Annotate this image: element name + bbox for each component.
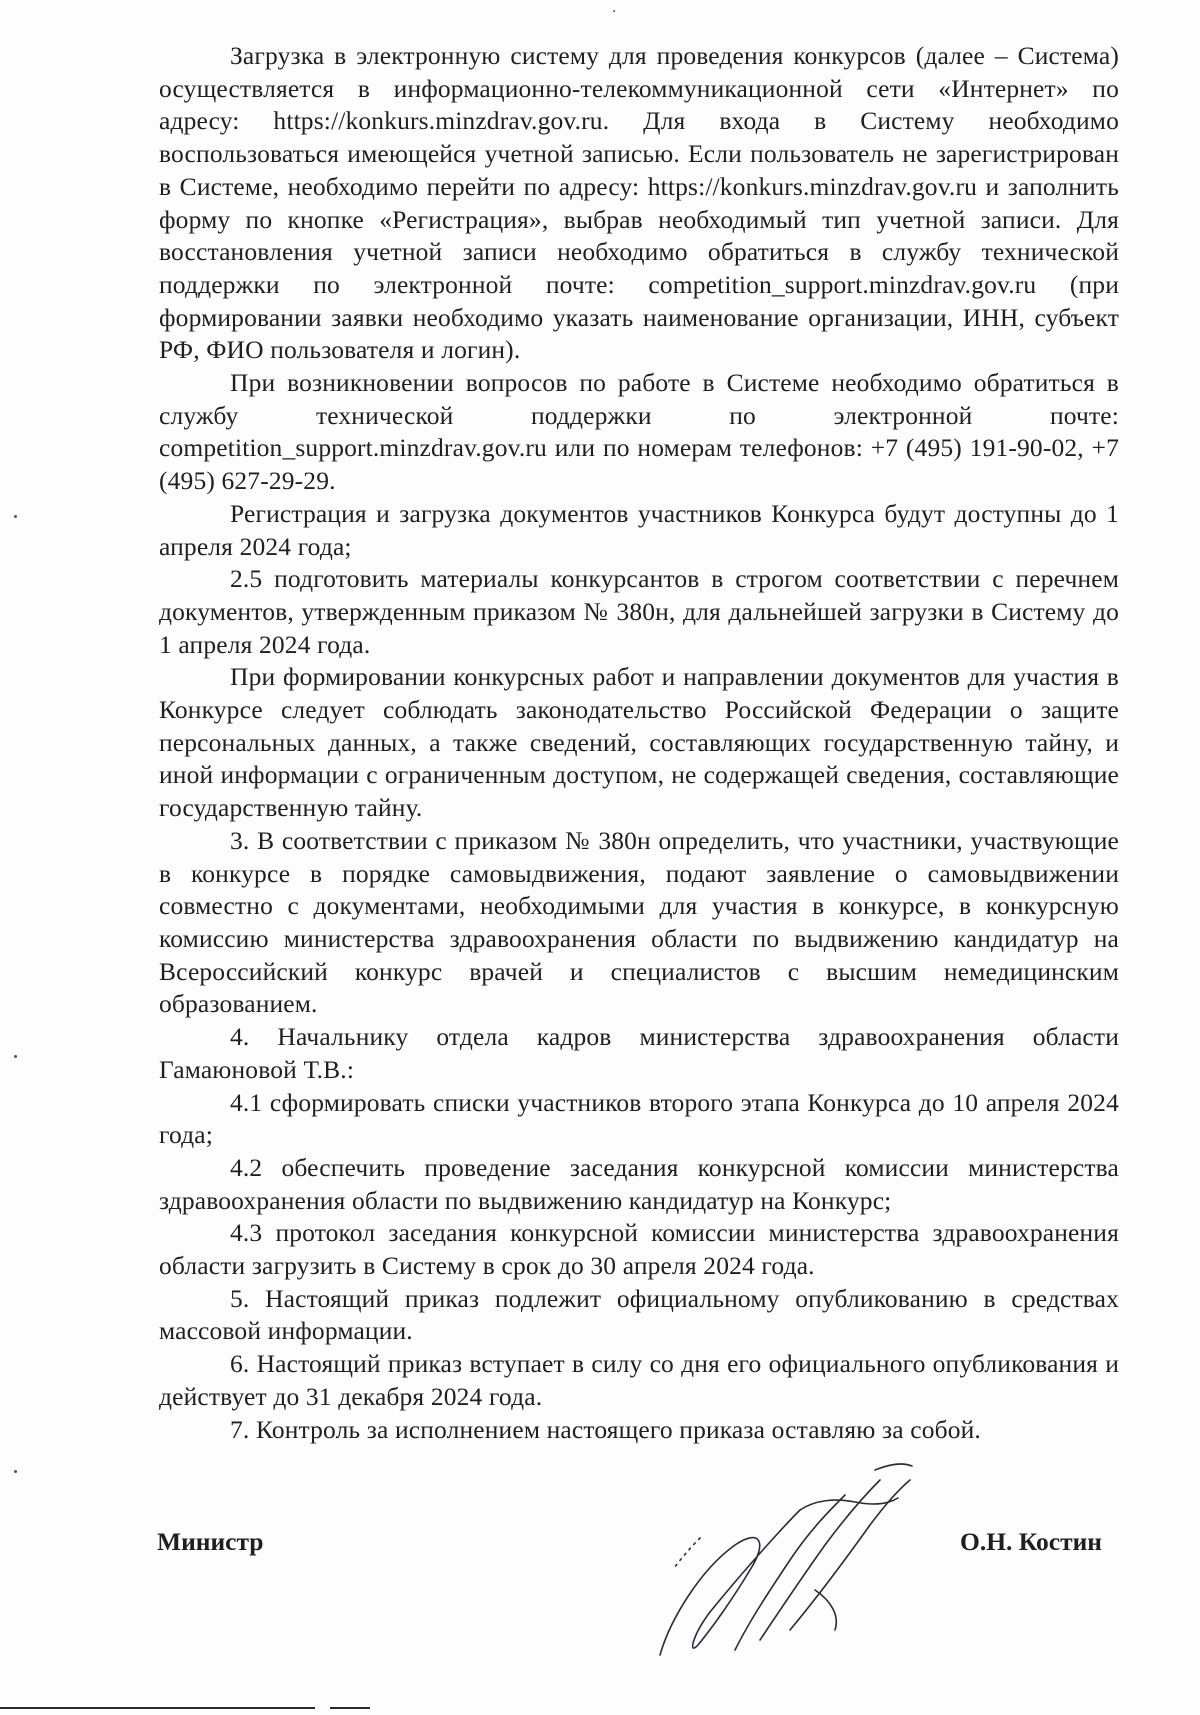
- paragraph-item-4-1: 4.1 сформировать списки участников второго этапа Конкурса до 10 апреля 2024 года;: [159, 1087, 1119, 1150]
- document-body: [159, 40, 1119, 1446]
- paragraph-item-4: 4. Начальнику отдела кадров министерства здравоохранения области Гамаюновой Т.В.:: [159, 1022, 1119, 1084]
- scan-mark: ·: [612, 4, 617, 20]
- paragraph-data-protection: При формировании конкурсных работ и направлении документов для участия в Конкурсе следует соблюдать законодательство Российской Федерации о защите персональных данных, а также сведений, составляющих государственную тайну, и иной информации с ограниченным доступом, не содержащей сведения, составляющие государственную тайну.: [159, 662, 1119, 823]
- scan-artifact: [14, 1470, 17, 1473]
- paragraph-item-5: 5. Настоящий приказ подлежит официальному опубликованию в средствах массовой информации.: [159, 1283, 1119, 1346]
- paragraph-item-3: 3. В соответствии с приказом № 380н определить, что участники, участвующие в конкурсе в порядке самовыдвижения, подают заявление о самовыдвижении совместно с документами, необходимыми для участия в конкурсе, в конкурсную комиссию министерства здравоохранения области по выдвижению кандидатур на Всероссийский конкурс врачей и специалистов с высшим немедицинским образованием.: [159, 825, 1119, 1019]
- paragraph-system-upload: Загрузка в электронную систему для проведения конкурсов (далее – Система) осуществляется в информационно-телекоммуникационной сети «Интернет» по адресу: https://konkurs.minzdrav.gov.ru. Для входа в Систему необходимо воспользоваться имеющейся учетной записью. Если пользователь не зарегистрирован в Системе, необходимо перейти по адресу: https://konkurs.minzdrav.gov.ru и заполнить форму по кнопке «Регистрация», выбрав необходимый тип учетной записи. Для восстановления учетной записи необходимо обратиться в службу технической поддержки по электронной почте: competition_support.minzdrav.gov.ru (при формировании заявки необходимо указать наименование организации, ИНН, субъект РФ, ФИО пользователя и логин).: [159, 41, 1119, 365]
- paragraph-support-contacts: При возникновении вопросов по работе в Системе необходимо обратиться в службу технической поддержки по электронной почте: competition_support.minzdrav.gov.ru или по номерам телефонов: +7 (495) 191-90-02, +7 (495) 627-29-29.: [159, 368, 1119, 496]
- signer-position: Министр: [157, 1527, 264, 1556]
- bottom-edge-line: [0, 1707, 315, 1709]
- paragraph-item-6: 6. Настоящий приказ вступает в силу со дня его официального опубликования и действует до 31 декабря 2024 года.: [159, 1349, 1119, 1411]
- paragraph-item-7: 7. Контроль за исполнением настоящего приказа оставляю за собой.: [230, 1414, 981, 1444]
- scan-artifact: [14, 515, 17, 518]
- signature-row: [157, 1527, 1102, 1567]
- paragraph-item-4-2: 4.2 обеспечить проведение заседания конкурсной комиссии министерства здравоохранения области по выдвижению кандидатур на Конкурс;: [159, 1152, 1119, 1215]
- signer-name: О.Н. Костин: [960, 1527, 1102, 1556]
- scan-artifact: [14, 1055, 17, 1058]
- paragraph-item-2-5: 2.5 подготовить материалы конкурсантов в строгом соответствии с перечнем документов, утвержденным приказом № 380н, для дальнейшей загрузки в Систему до 1 апреля 2024 года.: [159, 564, 1119, 659]
- paragraph-registration-deadline: Регистрация и загрузка документов участников Конкурса будут доступны до 1 апреля 2024 года;: [159, 498, 1119, 561]
- paragraph-item-4-3: 4.3 протокол заседания конкурсной комиссии министерства здравоохранения области загрузить в Систему в срок до 30 апреля 2024 года.: [159, 1218, 1119, 1281]
- bottom-edge-line: [330, 1707, 370, 1709]
